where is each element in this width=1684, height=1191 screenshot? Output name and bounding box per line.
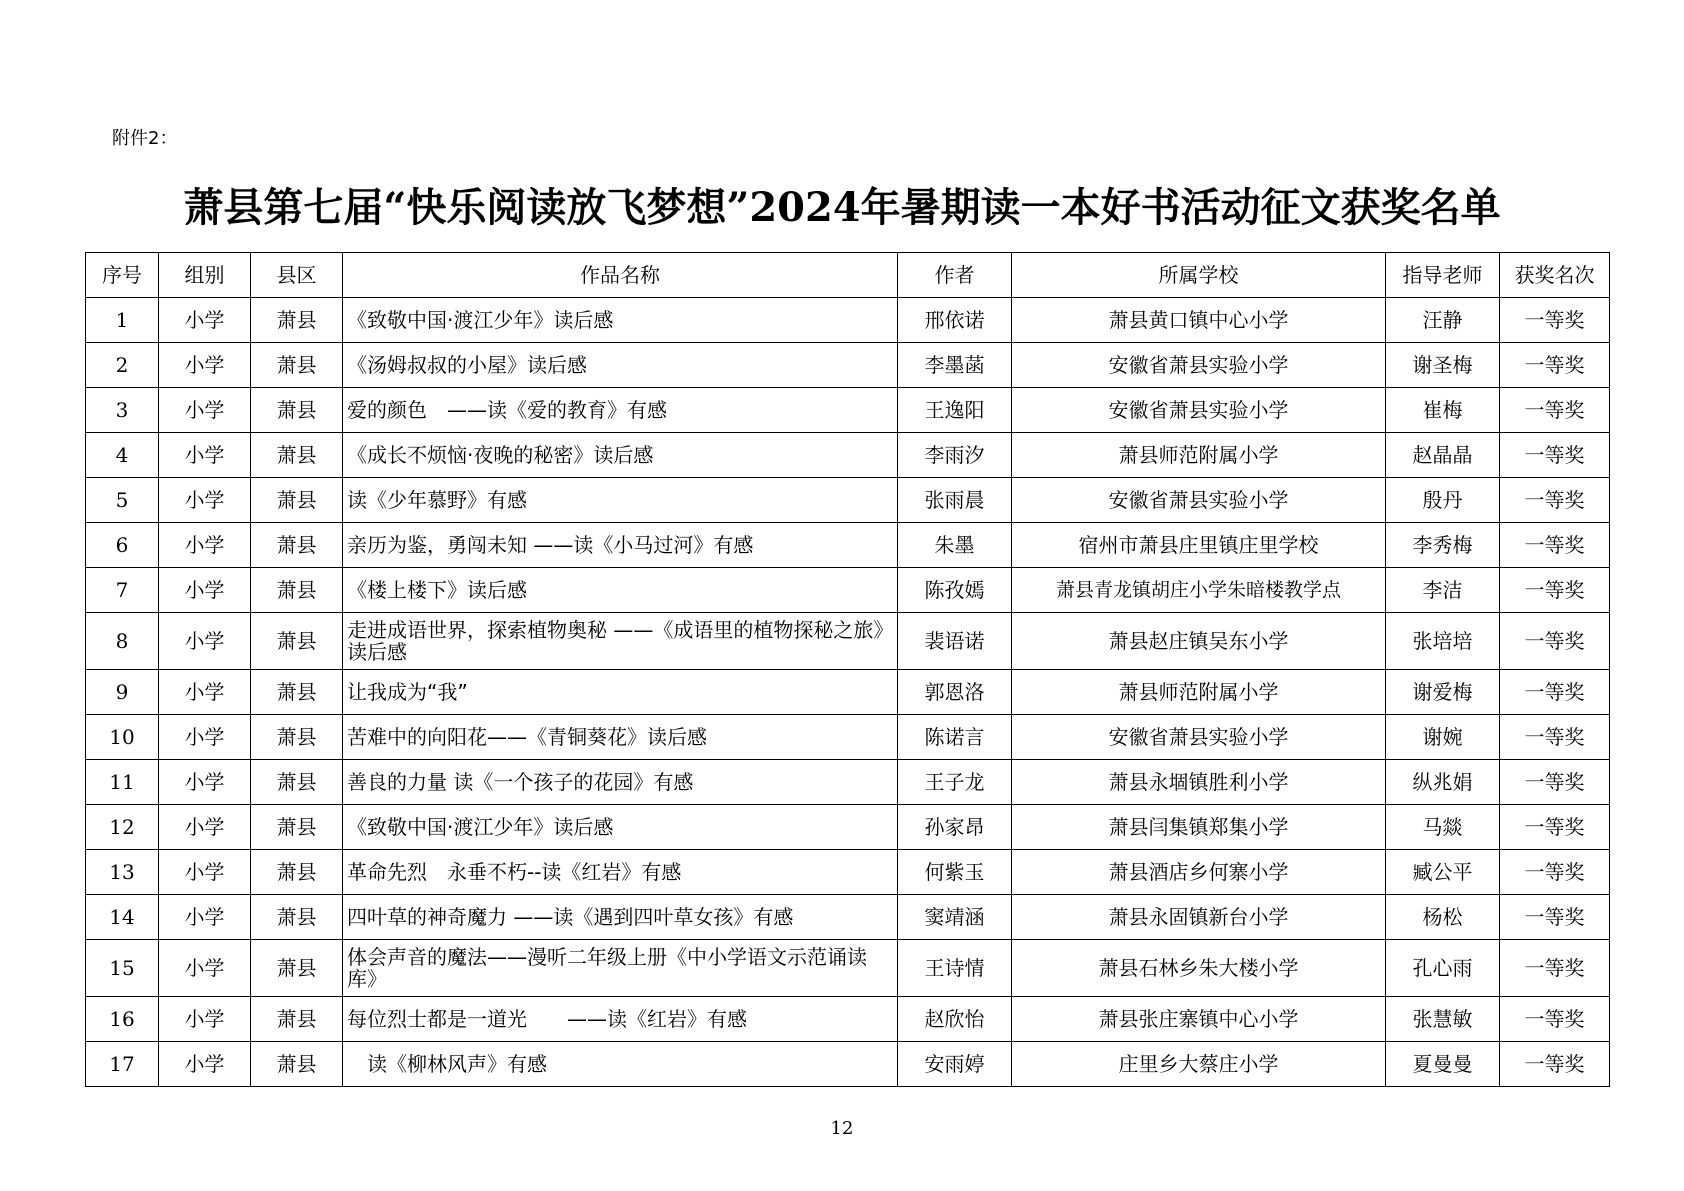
cell-author: 李墨菡 <box>898 343 1012 388</box>
cell-group: 小学 <box>159 805 251 850</box>
cell-award: 一等奖 <box>1500 997 1610 1042</box>
table-row <box>86 388 1610 433</box>
cell-author: 安雨婷 <box>898 1042 1012 1087</box>
cell-school: 萧县永堌镇胜利小学 <box>1012 760 1386 805</box>
cell-school: 萧县青龙镇胡庄小学朱暗楼教学点 <box>1012 568 1386 613</box>
header-group: 组别 <box>159 253 251 298</box>
table-row <box>86 760 1610 805</box>
cell-county: 萧县 <box>251 805 343 850</box>
cell-teacher: 殷丹 <box>1386 478 1500 523</box>
cell-county: 萧县 <box>251 715 343 760</box>
cell-work: 走进成语世界，探索植物奥秘 ——《成语里的植物探秘之旅》读后感 <box>343 613 898 670</box>
cell-work: 《致敬中国·渡江少年》读后感 <box>343 805 898 850</box>
cell-teacher: 张培培 <box>1386 613 1500 670</box>
cell-work: 亲历为鉴，勇闯未知 ——读《小马过河》有感 <box>343 523 898 568</box>
cell-award: 一等奖 <box>1500 388 1610 433</box>
cell-group: 小学 <box>159 997 251 1042</box>
cell-group: 小学 <box>159 940 251 997</box>
header-school: 所属学校 <box>1012 253 1386 298</box>
cell-teacher: 谢婉 <box>1386 715 1500 760</box>
cell-school: 安徽省萧县实验小学 <box>1012 478 1386 523</box>
cell-work: 读《少年慕野》有感 <box>343 478 898 523</box>
cell-work: 四叶草的神奇魔力 ——读《遇到四叶草女孩》有感 <box>343 895 898 940</box>
cell-county: 萧县 <box>251 388 343 433</box>
cell-county: 萧县 <box>251 760 343 805</box>
header-seq: 序号 <box>86 253 159 298</box>
cell-author: 王子龙 <box>898 760 1012 805</box>
cell-school: 萧县永固镇新台小学 <box>1012 895 1386 940</box>
cell-award: 一等奖 <box>1500 298 1610 343</box>
cell-county: 萧县 <box>251 1042 343 1087</box>
cell-seq: 13 <box>86 850 159 895</box>
cell-teacher: 崔梅 <box>1386 388 1500 433</box>
cell-teacher: 纵兆娟 <box>1386 760 1500 805</box>
cell-school: 萧县师范附属小学 <box>1012 433 1386 478</box>
cell-group: 小学 <box>159 478 251 523</box>
cell-author: 何紫玉 <box>898 850 1012 895</box>
cell-group: 小学 <box>159 850 251 895</box>
awards-table <box>85 252 1610 1087</box>
cell-author: 王逸阳 <box>898 388 1012 433</box>
cell-county: 萧县 <box>251 298 343 343</box>
cell-school: 萧县黄口镇中心小学 <box>1012 298 1386 343</box>
cell-county: 萧县 <box>251 940 343 997</box>
cell-work: 苦难中的向阳花——《青铜葵花》读后感 <box>343 715 898 760</box>
table-row <box>86 805 1610 850</box>
cell-author: 窦靖涵 <box>898 895 1012 940</box>
cell-group: 小学 <box>159 715 251 760</box>
cell-work: 《致敬中国·渡江少年》读后感 <box>343 298 898 343</box>
cell-work: 革命先烈 永垂不朽--读《红岩》有感 <box>343 850 898 895</box>
cell-author: 朱墨 <box>898 523 1012 568</box>
cell-school: 萧县闫集镇郑集小学 <box>1012 805 1386 850</box>
table-row <box>86 478 1610 523</box>
cell-award: 一等奖 <box>1500 433 1610 478</box>
cell-teacher: 汪静 <box>1386 298 1500 343</box>
cell-work: 爱的颜色 ——读《爱的教育》有感 <box>343 388 898 433</box>
cell-teacher: 张慧敏 <box>1386 997 1500 1042</box>
cell-award: 一等奖 <box>1500 523 1610 568</box>
cell-teacher: 谢圣梅 <box>1386 343 1500 388</box>
cell-county: 萧县 <box>251 613 343 670</box>
cell-award: 一等奖 <box>1500 613 1610 670</box>
cell-teacher: 马燚 <box>1386 805 1500 850</box>
cell-seq: 4 <box>86 433 159 478</box>
cell-author: 李雨汐 <box>898 433 1012 478</box>
table-row <box>86 997 1610 1042</box>
cell-group: 小学 <box>159 433 251 478</box>
cell-seq: 16 <box>86 997 159 1042</box>
cell-award: 一等奖 <box>1500 568 1610 613</box>
cell-work: 让我成为“我” <box>343 670 898 715</box>
header-county: 县区 <box>251 253 343 298</box>
cell-group: 小学 <box>159 895 251 940</box>
cell-work: 体会声音的魔法——漫听二年级上册《中小学语文示范诵读库》 <box>343 940 898 997</box>
table-row <box>86 343 1610 388</box>
table-row <box>86 940 1610 997</box>
cell-author: 郭恩洛 <box>898 670 1012 715</box>
table-header-row <box>86 253 1610 298</box>
cell-seq: 3 <box>86 388 159 433</box>
cell-teacher: 李秀梅 <box>1386 523 1500 568</box>
table-row <box>86 298 1610 343</box>
cell-school: 宿州市萧县庄里镇庄里学校 <box>1012 523 1386 568</box>
cell-teacher: 夏曼曼 <box>1386 1042 1500 1087</box>
cell-school: 安徽省萧县实验小学 <box>1012 715 1386 760</box>
cell-author: 孙家昂 <box>898 805 1012 850</box>
cell-group: 小学 <box>159 568 251 613</box>
table-row <box>86 670 1610 715</box>
cell-group: 小学 <box>159 343 251 388</box>
cell-county: 萧县 <box>251 478 343 523</box>
cell-author: 赵欣怡 <box>898 997 1012 1042</box>
cell-award: 一等奖 <box>1500 1042 1610 1087</box>
cell-work: 《汤姆叔叔的小屋》读后感 <box>343 343 898 388</box>
cell-county: 萧县 <box>251 433 343 478</box>
cell-author: 邢依诺 <box>898 298 1012 343</box>
cell-seq: 10 <box>86 715 159 760</box>
cell-award: 一等奖 <box>1500 760 1610 805</box>
cell-school: 萧县酒店乡何寨小学 <box>1012 850 1386 895</box>
cell-school: 萧县张庄寨镇中心小学 <box>1012 997 1386 1042</box>
cell-county: 萧县 <box>251 568 343 613</box>
cell-award: 一等奖 <box>1500 715 1610 760</box>
cell-author: 裴语诺 <box>898 613 1012 670</box>
cell-group: 小学 <box>159 760 251 805</box>
cell-group: 小学 <box>159 1042 251 1087</box>
cell-teacher: 孔心雨 <box>1386 940 1500 997</box>
cell-group: 小学 <box>159 523 251 568</box>
cell-teacher: 杨松 <box>1386 895 1500 940</box>
cell-teacher: 李洁 <box>1386 568 1500 613</box>
table-row <box>86 523 1610 568</box>
cell-award: 一等奖 <box>1500 670 1610 715</box>
cell-award: 一等奖 <box>1500 940 1610 997</box>
table-row <box>86 613 1610 670</box>
cell-school: 萧县石林乡朱大楼小学 <box>1012 940 1386 997</box>
cell-county: 萧县 <box>251 343 343 388</box>
cell-seq: 17 <box>86 1042 159 1087</box>
cell-work: 读《柳林风声》有感 <box>343 1042 898 1087</box>
cell-teacher: 臧公平 <box>1386 850 1500 895</box>
cell-group: 小学 <box>159 613 251 670</box>
cell-work: 善良的力量 读《一个孩子的花园》有感 <box>343 760 898 805</box>
cell-author: 陈诺言 <box>898 715 1012 760</box>
cell-school: 萧县师范附属小学 <box>1012 670 1386 715</box>
cell-county: 萧县 <box>251 523 343 568</box>
cell-author: 陈孜嫣 <box>898 568 1012 613</box>
cell-award: 一等奖 <box>1500 895 1610 940</box>
cell-seq: 12 <box>86 805 159 850</box>
cell-school: 萧县赵庄镇吴东小学 <box>1012 613 1386 670</box>
cell-school: 安徽省萧县实验小学 <box>1012 343 1386 388</box>
cell-seq: 2 <box>86 343 159 388</box>
document-title: 萧县第七届“快乐阅读放飞梦想”2024年暑期读一本好书活动征文获奖名单 <box>183 184 1501 231</box>
table-row <box>86 433 1610 478</box>
cell-award: 一等奖 <box>1500 850 1610 895</box>
cell-county: 萧县 <box>251 997 343 1042</box>
cell-group: 小学 <box>159 388 251 433</box>
header-award: 获奖名次 <box>1500 253 1610 298</box>
cell-seq: 5 <box>86 478 159 523</box>
cell-award: 一等奖 <box>1500 805 1610 850</box>
cell-work: 《成长不烦恼·夜晚的秘密》读后感 <box>343 433 898 478</box>
table-row <box>86 850 1610 895</box>
cell-award: 一等奖 <box>1500 343 1610 388</box>
cell-seq: 11 <box>86 760 159 805</box>
table-row <box>86 568 1610 613</box>
cell-school: 庄里乡大蔡庄小学 <box>1012 1042 1386 1087</box>
page-number: 12 <box>830 1118 854 1139</box>
cell-school: 安徽省萧县实验小学 <box>1012 388 1386 433</box>
cell-teacher: 赵晶晶 <box>1386 433 1500 478</box>
cell-seq: 9 <box>86 670 159 715</box>
cell-seq: 1 <box>86 298 159 343</box>
cell-seq: 14 <box>86 895 159 940</box>
cell-county: 萧县 <box>251 850 343 895</box>
cell-seq: 8 <box>86 613 159 670</box>
attachment-label: 附件2： <box>112 128 178 149</box>
cell-award: 一等奖 <box>1500 478 1610 523</box>
cell-seq: 15 <box>86 940 159 997</box>
table-row <box>86 895 1610 940</box>
cell-work: 每位烈士都是一道光 ——读《红岩》有感 <box>343 997 898 1042</box>
cell-teacher: 谢爱梅 <box>1386 670 1500 715</box>
cell-county: 萧县 <box>251 895 343 940</box>
header-work: 作品名称 <box>343 253 898 298</box>
cell-author: 王诗情 <box>898 940 1012 997</box>
table-row <box>86 1042 1610 1087</box>
header-teacher: 指导老师 <box>1386 253 1500 298</box>
cell-work: 《楼上楼下》读后感 <box>343 568 898 613</box>
cell-group: 小学 <box>159 670 251 715</box>
cell-seq: 7 <box>86 568 159 613</box>
cell-seq: 6 <box>86 523 159 568</box>
header-author: 作者 <box>898 253 1012 298</box>
cell-group: 小学 <box>159 298 251 343</box>
table-row <box>86 715 1610 760</box>
cell-county: 萧县 <box>251 670 343 715</box>
cell-author: 张雨晨 <box>898 478 1012 523</box>
